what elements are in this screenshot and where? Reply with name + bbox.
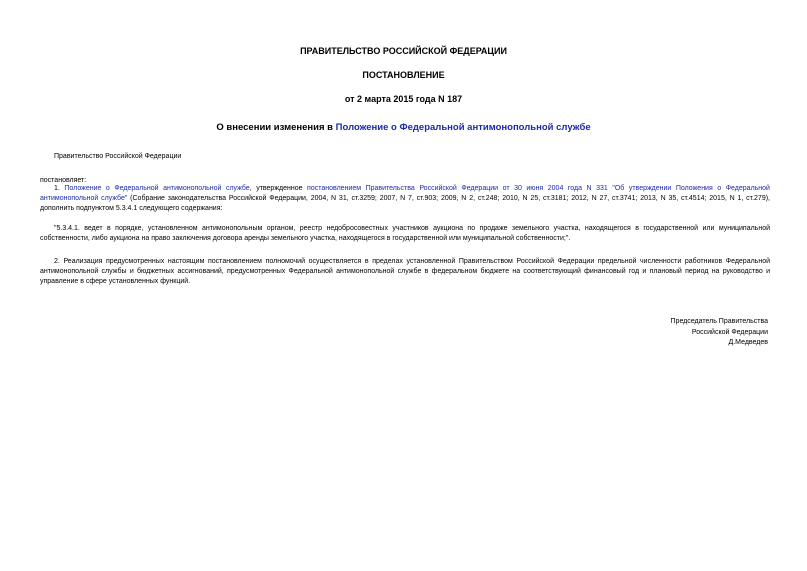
government-line: Правительство Российской Федерации xyxy=(54,153,182,160)
quoted-subclause: "5.3.4.1. ведет в порядке, установленном антимонопольным органом, реестр недобросовестных участников аукциона по продаже земельного участка, находящегося в государственной или муниципальной собственности, либо аукциона на право заключения договора аренды земельного участка, находящегося в государственной или муниципальной собственности;". xyxy=(40,225,770,242)
signature-name: Д.Медведев xyxy=(728,339,768,346)
resolves-line: постановляет: xyxy=(40,177,87,184)
title-prefix: О внесении изменения в xyxy=(216,122,336,133)
link-regulation-fas[interactable]: Положение о Федеральной антимонопольной службе xyxy=(64,185,250,192)
title-link-regulation[interactable]: Положение о Федеральной антимонопольной службе xyxy=(335,122,591,133)
paragraph-1-text-a: , утвержденное xyxy=(249,185,308,192)
government-heading: ПРАВИТЕЛЬСТВО РОССИЙСКОЙ ФЕДЕРАЦИИ xyxy=(300,46,507,56)
link-resolution-331[interactable]: постановлением Правительства Российской Федерации от 30 июня 2004 года N 331 "Об утверждении Положения о Федеральной антимонопольной службе" xyxy=(40,185,770,202)
signature-title-line2: Российской Федерации xyxy=(691,328,768,336)
document-title xyxy=(0,122,807,133)
document-type: ПОСТАНОВЛЕНИЕ xyxy=(362,70,445,80)
signature-block xyxy=(671,317,768,349)
paragraph-1-number: 1. xyxy=(54,185,65,192)
document-date-number: от 2 марта 2015 года N 187 xyxy=(344,94,463,104)
paragraph-1-text-b: (Собрание законодательства Российской Федерации, 2004, N 31, ст.3259; 2007, N 7, ст.903; 2009, N 2, ст.248; 2010, N 25, ст.3181; 2012, N 27, ст.3741; 2013, N 35, ст.4514; 2015, N 1, ст.279), дополнить подпунктом 5.3.4.1 следующего содержания: xyxy=(40,195,770,212)
paragraph-2: 2. Реализация предусмотренных настоящим постановлением полномочий осуществляется в пределах установленной Правительством Российской Федерации предельной численности работников Федеральной антимонопольной службы и бюджетных ассигнований, предусмотренных Федеральной антимонопольной службе в федеральном бюджете на соответствующий финансовый год и плановый период на руководство и управление в сфере установленных функций. xyxy=(40,258,770,285)
signature-title-line1: Председатель Правительства xyxy=(670,318,768,325)
paragraph-1 xyxy=(40,184,770,214)
